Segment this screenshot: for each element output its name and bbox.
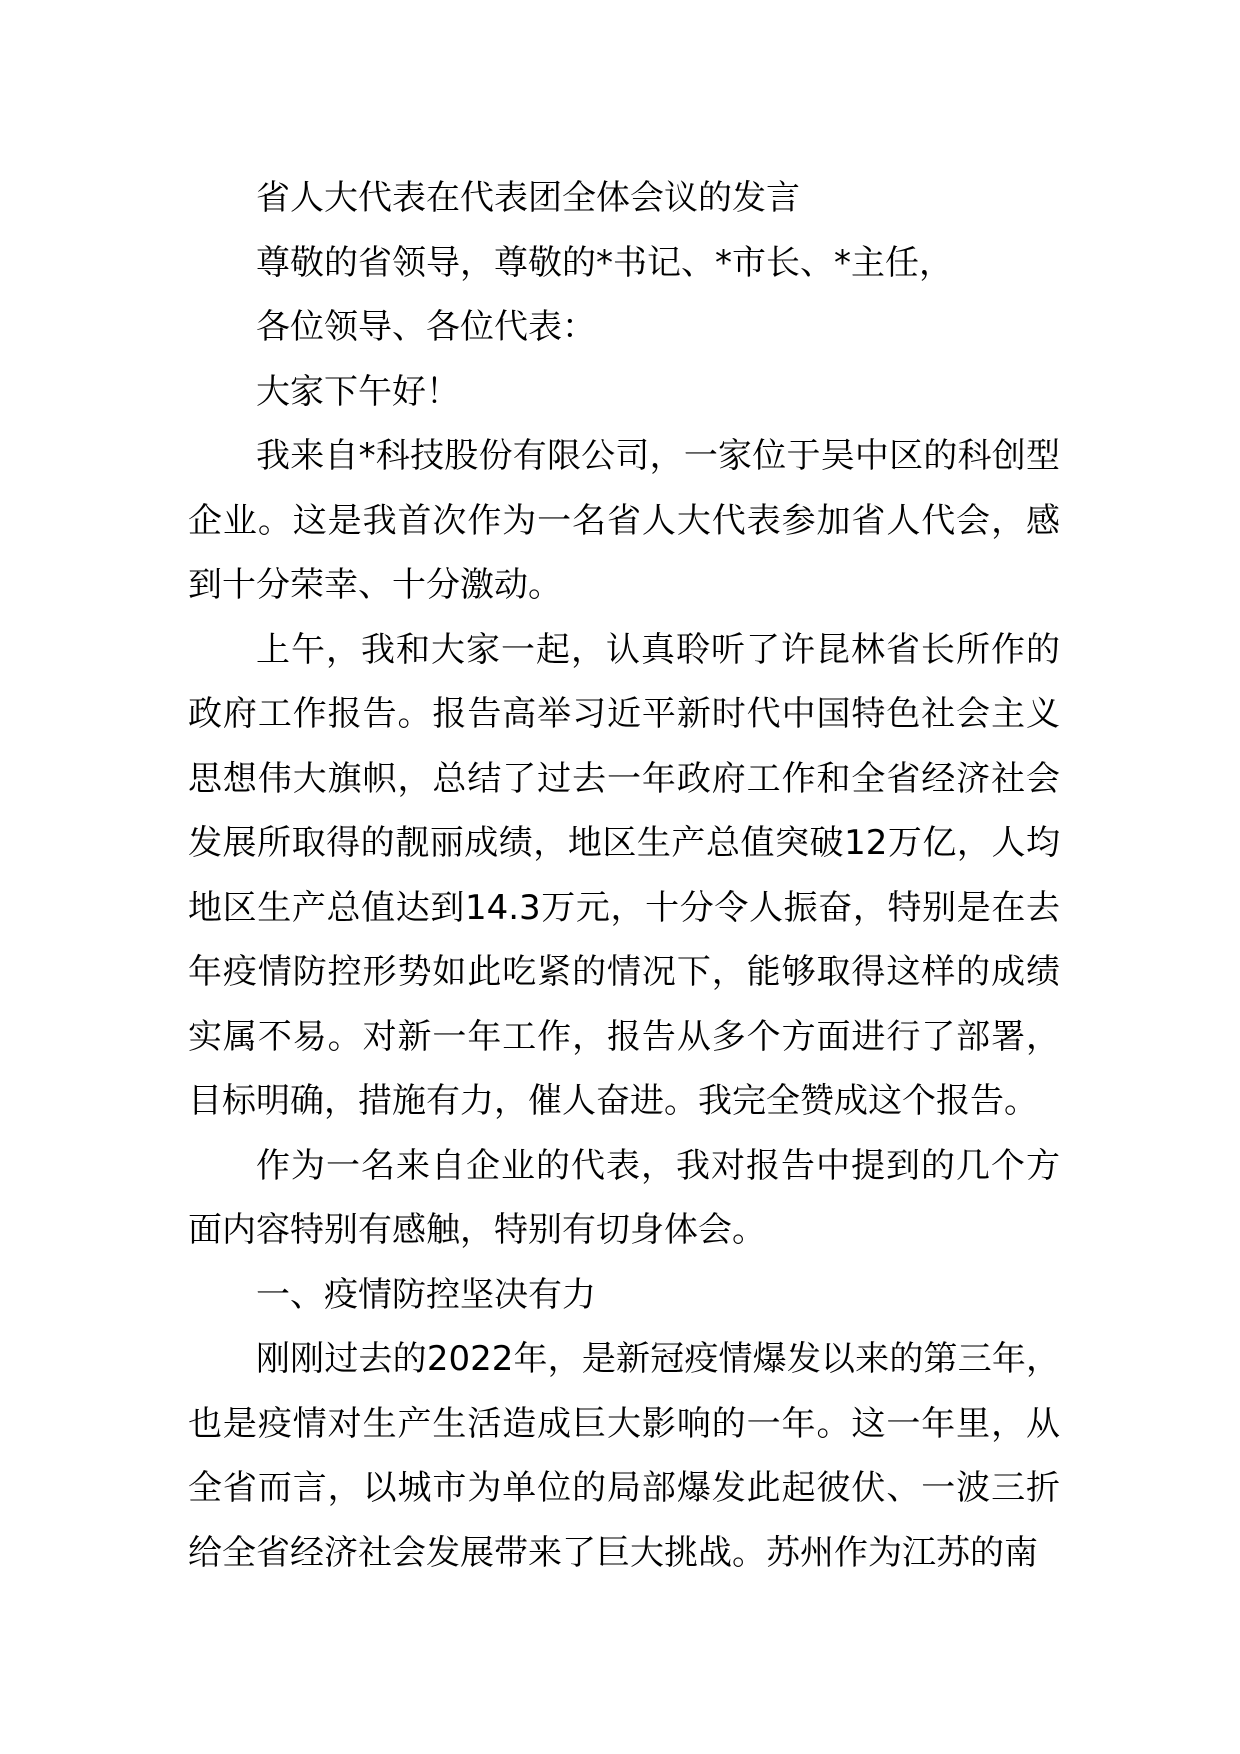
- salutation-line-2: 各位领导、各位代表：: [256, 307, 596, 347]
- section-heading: 一、疫情防控坚决有力: [256, 1274, 596, 1315]
- paragraph-introduction: 我来自*科技股份有限公司，一家位于吴中区的科创型企业。这是我首次作为一名省人大代表参加省人代会，感到十分荣幸、十分激动。: [188, 436, 1060, 605]
- paragraph-epidemic-control: 刚刚过去的2022年，是新冠疫情爆发以来的第三年，也是疫情对生产生活造成巨大影响的一年。这一年里，从全省而言，以城市为单位的局部爆发此起彼伏、一波三折给全省经济社会发展带来了巨大挑战。苏州作为江苏的南: [188, 1339, 1060, 1573]
- salutation-line-1: 尊敬的省领导，尊敬的*书记、*市长、*主任，: [256, 242, 953, 283]
- document-body: [188, 166, 1060, 1585]
- paragraph-enterprise-perspective: 作为一名来自企业的代表，我对报告中提到的几个方面内容特别有感触，特别有切身体会。: [188, 1145, 1060, 1250]
- paragraph-report-summary: 上午，我和大家一起，认真聆听了许昆林省长所作的政府工作报告。报告高举习近平新时代中国特色社会主义思想伟大旗帜，总结了过去一年政府工作和全省经济社会发展所取得的靓丽成绩，地区生产总值突破12万亿，人均地区生产总值达到14.3万元，十分令人振奋，特别是在去年疫情防控形势如此吃紧的情况下，能够取得这样的成绩实属不易。对新一年工作，报告从多个方面进行了部署，目标明确，措施有力，催人奋进。我完全赞成这个报告。: [188, 629, 1060, 1121]
- document-title: 省人大代表在代表团全体会议的发言: [256, 178, 800, 218]
- greeting-line: 大家下午好！: [256, 371, 460, 412]
